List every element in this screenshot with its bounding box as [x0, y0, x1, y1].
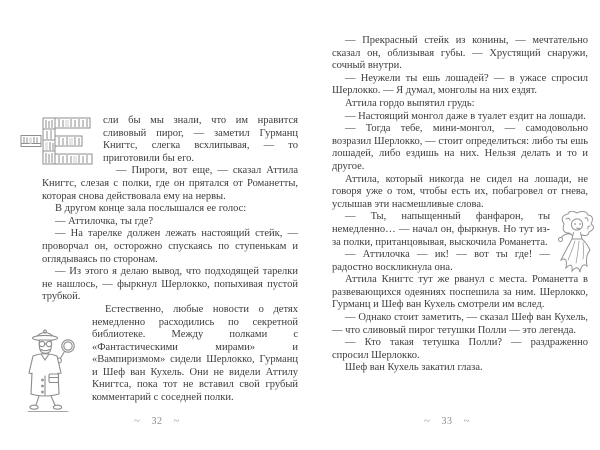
paragraph: — Кто такая тетушка Полли? — раздраженно спросил Шерлокко. [332, 337, 588, 361]
paragraph: Естественно, любые новости о детях немедленно расходились по секретной библиотеке. Между полками с «Фантастическими мирами» и «Вампиризмом» сидели Шерлокко, Гурманц и Шеф ван Кухель. Они не видели Аттилу Книгтса, пока тот не вставил свой грубый комментарий с соседней полки. [42, 304, 298, 405]
page-right-text [332, 35, 588, 375]
folio-ornament: ~ [463, 415, 470, 427]
paragraph: Аттила Книгтс тут же рванул с места. Романетта в развевающихся одеяниях поспешила за ним. Шерлокко, Гурманц и Шеф ван Кухель смотрели им вслед. [332, 274, 588, 311]
paragraph: Шеф ван Кухель закатил глаза. [345, 362, 483, 374]
dancing-girl-illustration [556, 211, 600, 273]
paragraph: Аттила, который никогда не сидел на лошади, не говоря уже о том, чтобы есть их, побагровел от гнева, услышав эти насмешливые слова. [332, 173, 588, 210]
page-left-text [42, 115, 298, 405]
page-number-left [29, 415, 285, 427]
paragraph: — Прекрасный стейк из конины, — мечтательно сказал он, облизывая губы. — Хрустящий снаружи, сочный внутри. [332, 35, 588, 72]
paragraph: — Неужели ты ешь лошадей? — в ужасе спросил Шерлокко. — Я думал, монголы на них ездят. [332, 72, 588, 97]
folio-ornament: ~ [424, 415, 431, 427]
paragraph: — Аттилочка, ты где? [55, 215, 154, 227]
paragraph: — Пироги, вот еще, — сказал Аттила Книгтс, слезая с полки, где он прятался от Романетты, которая снова действовала ему на нервы. [42, 165, 298, 202]
folio-ornament: ~ [134, 415, 141, 427]
page-left [42, 115, 298, 427]
paragraph: — Однако стоит заметить, — сказал Шеф ван Кухель, — что сливовый пирог тетушки Полли — это легенда. [332, 312, 588, 336]
folio-number: 32 [151, 416, 163, 427]
detective-with-magnifier-illustration [25, 329, 80, 414]
paragraph: — Тогда тебе, мини-монгол, — самодовольно возразил Шерлокко, — стоит определиться: либо ты ешь лошадей, либо ездишь на них. Нельзя делать и то и другое. [332, 123, 588, 172]
bookshelf-letter-e-dropcap-illustration [42, 117, 94, 165]
folio-ornament: ~ [173, 415, 180, 427]
folio-number: 33 [441, 416, 453, 427]
paragraph: Аттила гордо выпятил грудь: [345, 97, 475, 109]
paragraph: — Настоящий монгол даже в туалет ездит на лошади. [345, 110, 586, 122]
paragraph: — На тарелке должен лежать настоящий стейк, — проворчал он, осторожно спускаясь по ступенькам и оглядываясь по сторонам. [42, 228, 298, 265]
bookshelf-fragment-illustration [20, 134, 42, 148]
page-right [332, 35, 588, 427]
paragraph: В другом конце зала послышался ее голос: [55, 203, 247, 215]
paragraph: — Из этого я делаю вывод, что подходящей тарелки не нашлось, — фыркнул Шерлокко, попыхивая пустой трубкой. [42, 266, 298, 303]
paragraph: сли бы мы знали, что им нравится сливовый пирог, — заметил Гурманц Книгтс, слегка всхлипывая, — то приготовили бы его. [42, 115, 298, 165]
paragraph: — Аттилочка — ик! — вот ты где! — радостно воскликнула она. [332, 249, 550, 273]
page-number-right [319, 415, 575, 427]
paragraph: — Ты, напыщенный фанфарон, ты немедленно… — начал он, фыркнув. Но тут из-за полки, пританцовывая, выскочила Романетта. [332, 211, 588, 249]
